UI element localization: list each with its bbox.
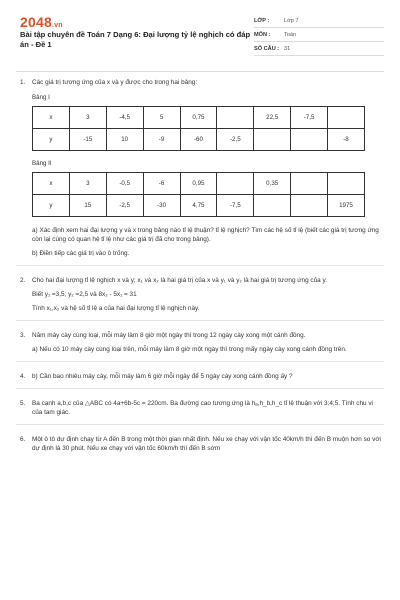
table-cell: -6	[143, 173, 180, 195]
table-cell: -4,5	[106, 107, 143, 129]
table-cell	[254, 129, 291, 151]
logo-suffix: .vn	[51, 22, 63, 29]
table-cell: x	[33, 107, 70, 129]
table-cell: -0,5	[106, 173, 143, 195]
question-divider	[16, 388, 384, 389]
page-title: Bài tập chuyên đề Toán 7 Dạng 6: Đại lượng tỷ lệ nghịch có đáp án - Đề 1	[20, 30, 251, 49]
table-cell: -60	[180, 129, 217, 151]
table-cell	[291, 129, 328, 151]
question-number: 2.	[20, 277, 26, 284]
meta-label: MÔN :	[254, 31, 271, 38]
question-part-a: a) Xác định xem hai đại lượng y và x trong bảng nào tỉ lệ thuận? tỉ lệ nghịch? Tìm các hệ số tỉ lệ (biết các giá trị tương ứng còn lại cùng có quan hệ tỉ lệ như các giá trị đã cho trong bảng).	[32, 227, 379, 243]
question-text: Ba cạnh a,b,c của △ABC có 4a+6b-5c = 220cm. Ba đường cao tương ứng là hₐ,h_b,h_c tỉ lệ thuận với 3;4;5. Tính chu vi của tam giác.	[32, 400, 373, 416]
table-cell: -7,5	[291, 107, 328, 129]
table-cell: -8	[328, 129, 365, 151]
question-number: 6.	[20, 436, 26, 443]
table-cell: 4,75	[180, 195, 217, 217]
site-logo[interactable]	[20, 14, 63, 30]
question-divider	[16, 424, 384, 425]
question-divider	[16, 265, 384, 266]
question-number: 4.	[20, 373, 26, 380]
table-cell	[291, 195, 328, 217]
question-text: b) Cần bao nhiêu máy cày, mỗi máy làm 6 giờ mỗi ngày để 5 ngày cày xong cánh đồng ấy ?	[32, 373, 293, 380]
meta-label: LỚP :	[254, 17, 270, 24]
table-cell: -2,5	[217, 129, 254, 151]
table-cell	[217, 173, 254, 195]
table-cell: 1975	[328, 195, 365, 217]
table-cell: 3	[69, 173, 106, 195]
table-cell	[328, 107, 365, 129]
table-cell: 5	[143, 107, 180, 129]
table-cell: -2,5	[106, 195, 143, 217]
table-cell: x	[33, 173, 70, 195]
table-cell: y	[33, 129, 70, 151]
table-cell: -7,5	[217, 195, 254, 217]
meta-value: Toán	[284, 31, 297, 38]
question-2	[16, 276, 384, 313]
question-4	[16, 372, 384, 381]
question-number: 1.	[20, 79, 26, 86]
question-number: 3.	[20, 332, 26, 339]
question-ask: Tính x₁,x₂ và hệ số tỉ lệ a của hai đại lượng tỉ lệ nghịch này.	[32, 305, 200, 312]
table-row	[33, 195, 365, 217]
table-2	[32, 172, 365, 217]
meta-table	[254, 14, 384, 56]
meta-row-count	[254, 42, 384, 56]
question-divider	[16, 320, 384, 321]
question-given: Biết y₁ =3,5; y₂ =2,5 và 8x₂ - 5x₁ = 31	[32, 291, 137, 298]
table-row	[33, 129, 365, 151]
meta-value: 31	[284, 45, 291, 52]
question-text: Các giá trị tương ứng của x và y được cho trong hai bảng:	[32, 79, 198, 86]
table-cell: 0,75	[180, 107, 217, 129]
table-row	[33, 107, 365, 129]
table-cell: 3	[69, 107, 106, 129]
table-cell	[328, 173, 365, 195]
meta-label: SỐ CÂU :	[254, 45, 280, 52]
logo-text: 2048	[20, 14, 52, 30]
question-part-a: a) Nếu có 10 máy cày cùng loại trên, mỗi máy làm 8 giờ một ngày thì trong mấy ngày cày xong cánh đồng trên.	[32, 346, 347, 353]
question-part-b: b) Điền tiếp các giá trị vào ô trống.	[32, 250, 130, 257]
question-list	[16, 78, 384, 453]
meta-value: Lớp 7	[284, 17, 299, 24]
table-cell: -9	[143, 129, 180, 151]
table-1	[32, 106, 365, 151]
document-header	[16, 14, 384, 58]
meta-row-class	[254, 14, 384, 28]
question-text: Cho hai đại lượng tỉ lệ nghịch x và y; x₁ và x₂ là hai giá trị của x và y₁ và y₂ là hai giá trị tương ứng của y.	[32, 277, 328, 284]
question-text: Một ô tô dự định chạy từ A đến B trong một thời gian nhất định. Nếu xe chạy với vận tốc 40km/h thì đến B muộn hơn so với dự định là 30 phút. Nếu xe chạy với vận tốc 60km/h thì đến B sớm	[32, 436, 381, 452]
meta-row-subject	[254, 28, 384, 42]
question-divider	[16, 361, 384, 362]
table-cell: 15	[69, 195, 106, 217]
table-cell	[254, 195, 291, 217]
table-cell	[217, 107, 254, 129]
question-3	[16, 331, 384, 354]
question-1	[16, 78, 384, 258]
table-1-label: Bảng I	[32, 94, 50, 101]
table-cell: y	[33, 195, 70, 217]
question-5	[16, 399, 384, 417]
table-2-label: Bảng II	[32, 160, 52, 167]
table-cell: 10	[106, 129, 143, 151]
table-cell: -15	[69, 129, 106, 151]
table-cell: 0,35	[254, 173, 291, 195]
header-divider	[16, 71, 384, 72]
question-text: Năm máy cày cùng loại, mỗi máy làm 8 giờ một ngày thì trong 12 ngày cày xong một cánh đồng.	[32, 332, 306, 339]
table-row	[33, 173, 365, 195]
table-cell: -30	[143, 195, 180, 217]
table-cell	[291, 173, 328, 195]
table-cell: 0,95	[180, 173, 217, 195]
question-number: 5.	[20, 400, 26, 407]
question-6	[16, 435, 384, 453]
table-cell: 22,5	[254, 107, 291, 129]
